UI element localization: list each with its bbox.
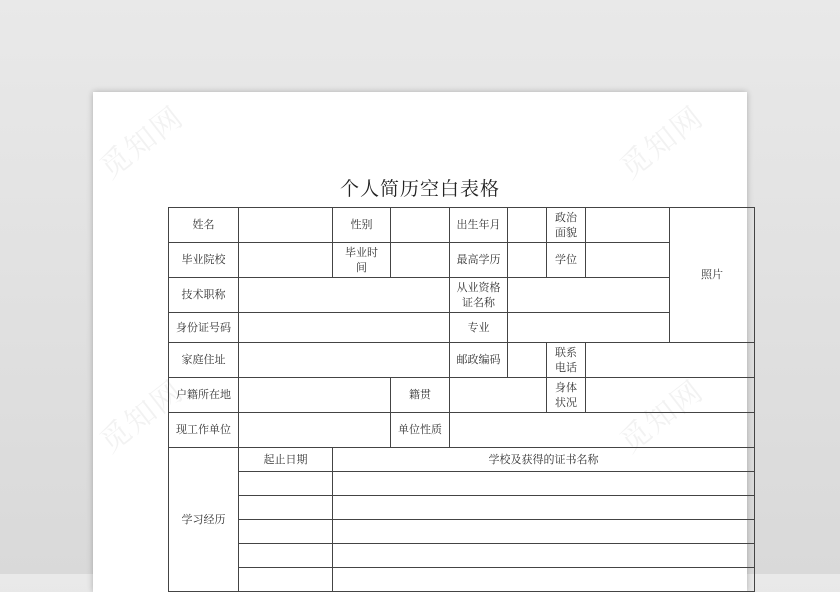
cert-label: 从业资格证名称 <box>450 278 508 313</box>
postcode-field[interactable] <box>508 343 547 378</box>
hukou-label: 户籍所在地 <box>169 378 239 413</box>
study-history-label: 学习经历 <box>169 448 239 592</box>
school-field[interactable] <box>239 243 333 278</box>
major-label: 专业 <box>450 313 508 343</box>
name-label: 姓名 <box>169 208 239 243</box>
native-place-field[interactable] <box>450 378 547 413</box>
education-label: 最高学历 <box>450 243 508 278</box>
study-period-field[interactable] <box>239 568 333 592</box>
period-header: 起止日期 <box>239 448 333 472</box>
study-school-field[interactable] <box>333 520 755 544</box>
school-cert-header: 学校及获得的证书名称 <box>333 448 755 472</box>
id-number-label: 身份证号码 <box>169 313 239 343</box>
health-label: 身体状况 <box>547 378 586 413</box>
native-place-label: 籍贯 <box>391 378 450 413</box>
phone-field[interactable] <box>586 343 755 378</box>
address-field[interactable] <box>239 343 450 378</box>
hukou-field[interactable] <box>239 378 391 413</box>
id-number-field[interactable] <box>239 313 450 343</box>
study-period-field[interactable] <box>239 472 333 496</box>
study-period-field[interactable] <box>239 520 333 544</box>
study-school-field[interactable] <box>333 496 755 520</box>
employer-field[interactable] <box>239 413 391 448</box>
gender-label: 性别 <box>333 208 391 243</box>
study-period-field[interactable] <box>239 496 333 520</box>
unit-type-label: 单位性质 <box>391 413 450 448</box>
tech-title-field[interactable] <box>239 278 450 313</box>
political-label: 政治面貌 <box>547 208 586 243</box>
major-field[interactable] <box>508 313 670 343</box>
study-period-field[interactable] <box>239 544 333 568</box>
education-field[interactable] <box>508 243 547 278</box>
degree-label: 学位 <box>547 243 586 278</box>
photo-box[interactable]: 照片 <box>670 208 755 343</box>
grad-time-field[interactable] <box>391 243 450 278</box>
tech-title-label: 技术职称 <box>169 278 239 313</box>
health-field[interactable] <box>586 378 755 413</box>
unit-type-field[interactable] <box>450 413 755 448</box>
cert-field[interactable] <box>508 278 670 313</box>
page-title: 个人简历空白表格 <box>339 178 500 200</box>
degree-field[interactable] <box>586 243 670 278</box>
school-label: 毕业院校 <box>169 243 239 278</box>
study-school-field[interactable] <box>333 568 755 592</box>
resume-form-table <box>168 207 755 592</box>
address-label: 家庭住址 <box>169 343 239 378</box>
political-field[interactable] <box>586 208 670 243</box>
employer-label: 现工作单位 <box>169 413 239 448</box>
birth-label: 出生年月 <box>450 208 508 243</box>
postcode-label: 邮政编码 <box>450 343 508 378</box>
gender-field[interactable] <box>391 208 450 243</box>
name-field[interactable] <box>239 208 333 243</box>
study-school-field[interactable] <box>333 544 755 568</box>
grad-time-label: 毕业时间 <box>333 243 391 278</box>
study-school-field[interactable] <box>333 472 755 496</box>
phone-label: 联系电话 <box>547 343 586 378</box>
birth-field[interactable] <box>508 208 547 243</box>
